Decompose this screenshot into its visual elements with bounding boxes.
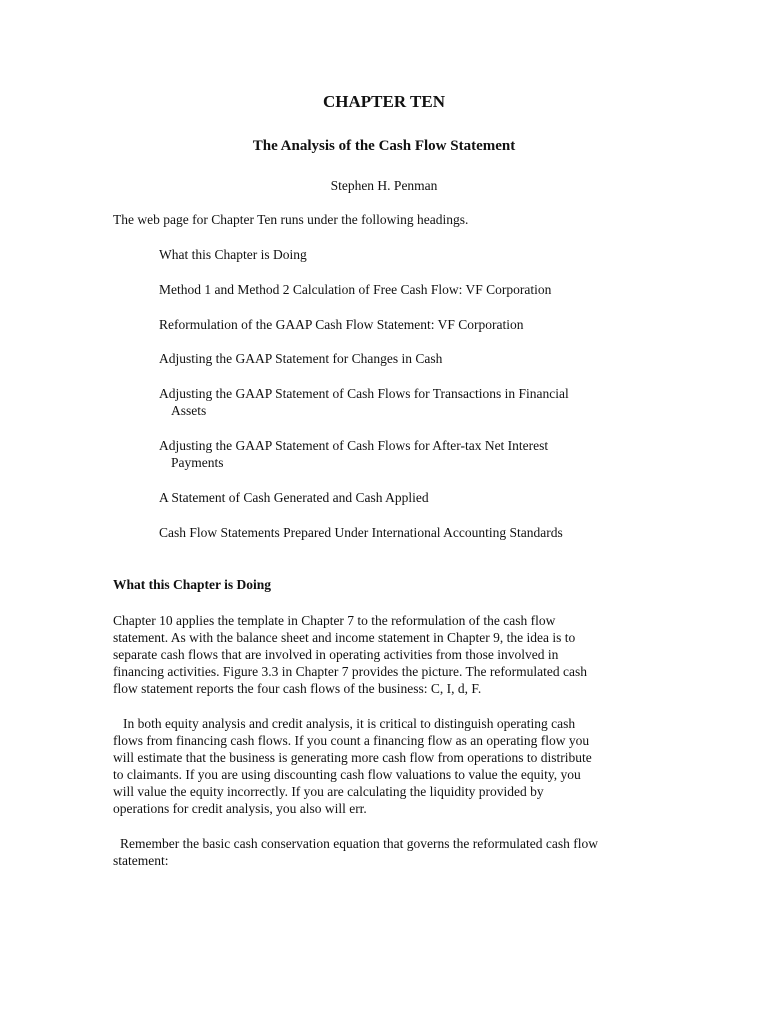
toc-list	[159, 316, 639, 333]
text-line: will estimate that the business is generating more cash flow from operations to distribute	[113, 750, 592, 765]
text-line: to claimants. If you are using discounting cash flow valuations to value the equity, you	[113, 767, 581, 782]
toc-list	[159, 246, 639, 263]
paragraph-3	[113, 835, 658, 869]
toc-item-line: Adjusting the GAAP Statement of Cash Flows for After-tax Net Interest	[159, 438, 549, 453]
text-line: will value the equity incorrectly. If you are calculating the liquidity provided by	[113, 784, 544, 799]
paragraph-2	[113, 715, 658, 817]
text-line: financing activities. Figure 3.3 in Chapter 7 provides the picture. The reformulated cash	[113, 664, 587, 679]
author-name: Stephen H. Penman	[330, 178, 438, 193]
toc-list	[159, 281, 639, 298]
text-line: flows from financing cash flows. If you count a financing flow as an operating flow you	[113, 733, 590, 748]
toc-item	[159, 437, 639, 471]
text-line: statement:	[113, 853, 169, 868]
toc-list	[159, 385, 639, 419]
text-line: separate cash flows that are involved in operating activities from those involved in	[113, 647, 559, 662]
text-line: Chapter 10 applies the template in Chapter 7 to the reformulation of the cash flow	[113, 613, 556, 628]
toc-item: Method 1 and Method 2 Calculation of Free Cash Flow: VF Corporation	[159, 282, 552, 297]
paragraph-1	[113, 612, 658, 697]
toc-list	[159, 489, 639, 506]
toc-list	[159, 437, 639, 471]
toc-item: What this Chapter is Doing	[159, 247, 307, 262]
toc-list	[159, 524, 639, 541]
chapter-title: The Analysis of the Cash Flow Statement	[252, 138, 516, 154]
text-line: Remember the basic cash conservation equation that governs the reformulated cash flow	[120, 836, 598, 851]
text-line: statement. As with the balance sheet and income statement in Chapter 9, the idea is to	[113, 630, 576, 645]
toc-item-line: Assets	[171, 403, 207, 418]
toc-item	[159, 385, 639, 419]
text-line: In both equity analysis and credit analysis, it is critical to distinguish operating cash	[123, 716, 576, 731]
toc-item: A Statement of Cash Generated and Cash Applied	[159, 490, 429, 505]
toc-list	[159, 350, 639, 367]
section-heading: What this Chapter is Doing	[113, 577, 272, 592]
intro-text: The web page for Chapter Ten runs under the following headings.	[113, 212, 469, 227]
toc-item-line: Payments	[171, 455, 224, 470]
chapter-heading: CHAPTER TEN	[322, 92, 445, 111]
toc-item: Cash Flow Statements Prepared Under International Accounting Standards	[159, 525, 563, 540]
text-line: flow statement reports the four cash flows of the business: C, I, d, F.	[113, 681, 482, 696]
toc-item-line: Adjusting the GAAP Statement of Cash Flows for Transactions in Financial	[159, 386, 569, 401]
toc-item: Adjusting the GAAP Statement for Changes in Cash	[159, 351, 443, 366]
text-line: operations for credit analysis, you also will err.	[113, 801, 367, 816]
toc-item: Reformulation of the GAAP Cash Flow Statement: VF Corporation	[159, 317, 524, 332]
